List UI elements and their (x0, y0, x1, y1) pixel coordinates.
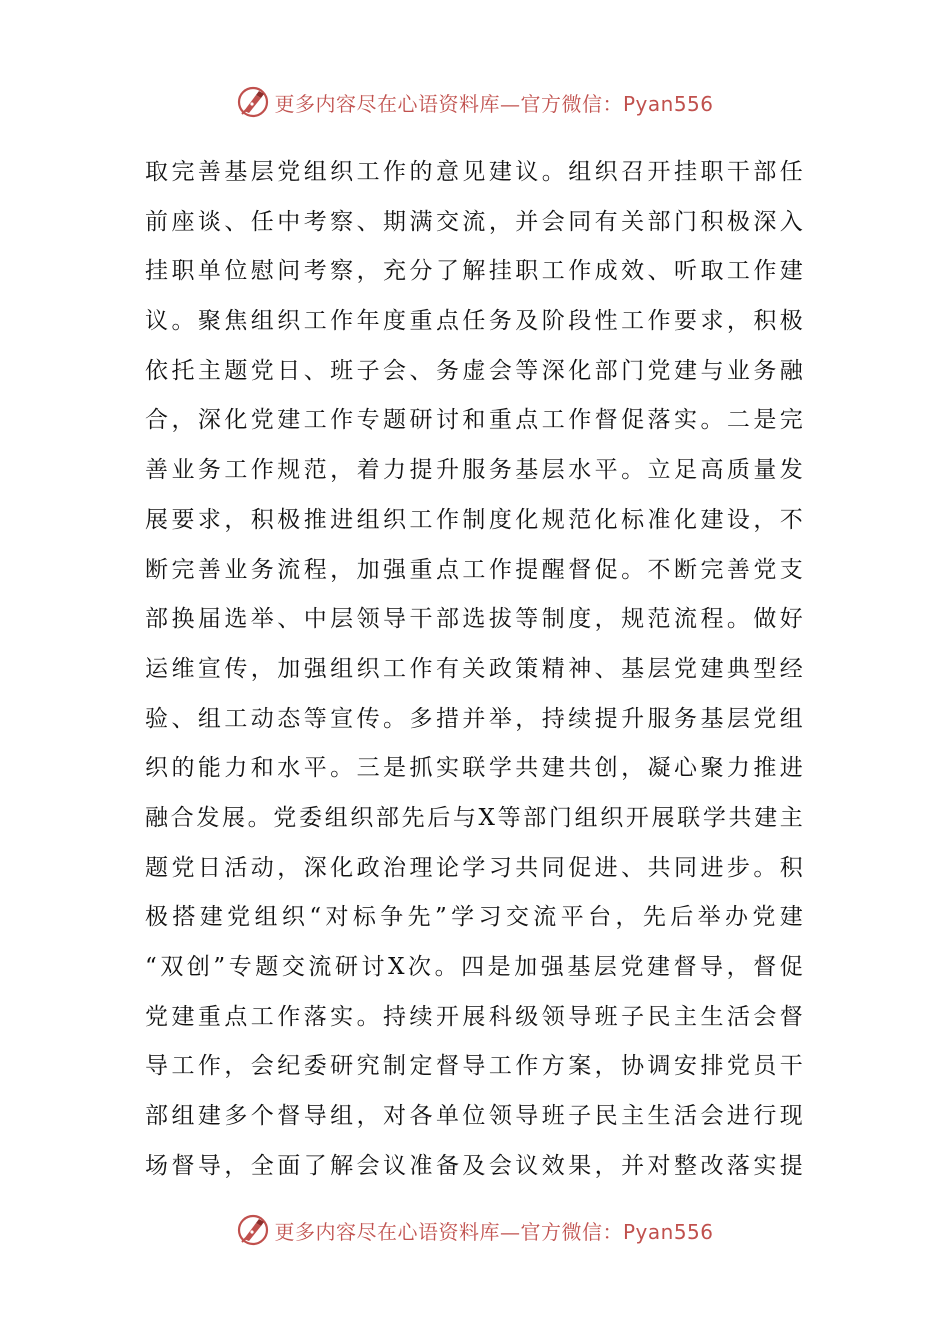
body-line: 融合发展。党委组织部先后与X等部门组织开展联学共建主 (145, 804, 805, 831)
body-line: 展要求，积极推进组织工作制度化规范化标准化建设，不 (145, 506, 805, 533)
footer-banner-text: 更多内容尽在心语资料库—官方微信：Pyan556 (274, 1219, 714, 1244)
body-line: 织的能力和水平。三是抓实联学共建共创，凝心聚力推进 (145, 755, 805, 782)
body-line: “双创”专题交流研讨X次。四是加强基层党建督导，督促 (145, 954, 805, 980)
footer-wechat-id: Pyan556 (622, 1219, 714, 1244)
body-line: 题党日活动，深化政治理论学习共同促进、共同进步。积 (145, 854, 805, 881)
body-line: 场督导，全面了解会议准备及会议效果，并对整改落实提 (145, 1152, 805, 1179)
body-line: 部换届选举、中层领导干部选拔等制度，规范流程。做好 (145, 606, 805, 633)
header-wechat-id: Pyan556 (622, 91, 714, 116)
body-line: 挂职单位慰问考察，充分了解挂职工作成效、听取工作建 (145, 258, 805, 285)
body-line: 取完善基层党组织工作的意见建议。组织召开挂职干部任 (145, 159, 805, 185)
body-line: 前座谈、任中考察、期满交流，并会同有关部门积极深入 (145, 208, 805, 235)
pen-nib-logo-icon (236, 85, 270, 119)
body-line: 极搭建党组织“对标争先”学习交流平台，先后举办党建 (145, 904, 805, 931)
body-line: 部组建多个督导组，对各单位领导班子民主生活会进行现 (145, 1103, 805, 1130)
header-banner (0, 82, 950, 122)
body-line: 善业务工作规范，着力提升服务基层水平。立足高质量发 (145, 457, 805, 484)
body-line: 运维宣传，加强组织工作有关政策精神、基层党建典型经 (145, 655, 805, 682)
document-body (145, 148, 805, 1191)
body-line: 合，深化党建工作专题研讨和重点工作督促落实。二是完 (145, 407, 805, 434)
pen-nib-logo-icon (236, 1213, 270, 1247)
body-line: 党建重点工作落实。持续开展科级领导班子民主生活会督 (145, 1003, 805, 1030)
body-line: 议。聚焦组织工作年度重点任务及阶段性工作要求，积极 (145, 308, 805, 335)
body-line: 断完善业务流程，加强重点工作提醒督促。不断完善党支 (145, 556, 805, 583)
body-line: 导工作，会纪委研究制定督导工作方案，协调安排党员干 (145, 1053, 805, 1080)
body-line: 依托主题党日、班子会、务虚会等深化部门党建与业务融 (145, 357, 805, 384)
body-line: 验、组工动态等宣传。多措并举，持续提升服务基层党组 (145, 705, 805, 732)
footer-banner (0, 1210, 950, 1250)
header-banner-text: 更多内容尽在心语资料库—官方微信：Pyan556 (274, 91, 714, 116)
